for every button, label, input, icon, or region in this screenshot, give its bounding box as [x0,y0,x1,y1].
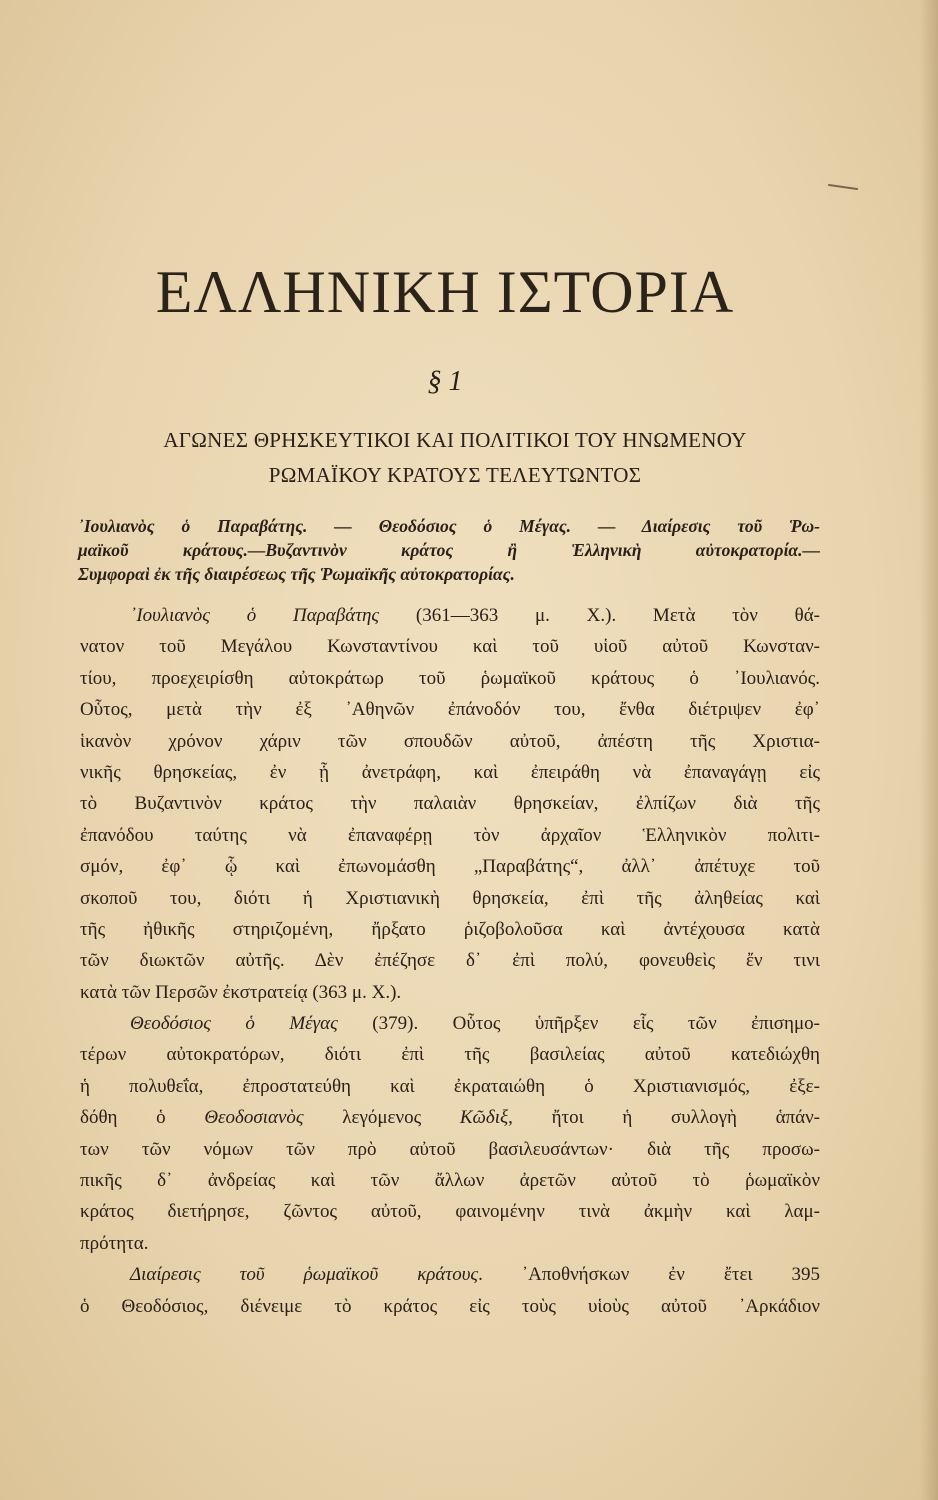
chapter-heading-line: ΡΩΜΑΪΚΟΥ ΚΡΑΤΟΥΣ ΤΕΛΕΥΤΩΝΤΟΣ [268,463,642,487]
paragraph-lead: Διαίρεσις τοῦ ῥωμαϊκοῦ κράτους [130,1264,479,1286]
paragraph-line: νατον τοῦ Μεγάλου Κωνσταντίνου καὶ τοῦ υἱοῦ αὐτοῦ Κωνσταν- [80,636,820,658]
summary-line: ᾿Ιουλιανὸς ὁ Παραβάτης. — Θεοδόσιος ὁ Μέγας. — Διαίρεσις τοῦ Ῥω- [78,516,820,536]
paragraph-lead: ᾿Ιουλιανὸς ὁ Παραβάτης [130,605,380,626]
paragraph-line: ἡ πολυθεΐα, ἐπροστατεύθη καὶ ἐκραταιώθη ὁ Χριστιανισμός, ἐξε- [80,1075,820,1097]
paragraph-line: τῶν διωκτῶν αὐτῆς. Δὲν ἐπέζησε δ᾿ ἐπὶ πολύ, φονευθεὶς ἔν τινι [80,950,820,972]
paragraph-line: Θεοδόσιος ὁ Μέγας (379). Οὗτος ὑπῆρξεν εἷς τῶν ἐπισημο- [130,1013,820,1035]
paragraph-line: Οὗτος, μετὰ τὴν ἐξ ᾿Αθηνῶν ἐπάνοδόν του, ἔνθα διέτριψεν ἐφ᾿ [80,699,820,721]
paragraph-lead: Θεοδόσιος ὁ Μέγας [130,1013,338,1035]
paragraph-line: σκοποῦ του, διότι ἡ Χριστιανικὴ θρησκεία, ἐπὶ τῆς ἀληθείας καὶ [80,887,820,909]
paragraph-line: ἱκανὸν χρόνον χάριν τῶν σπουδῶν αὐτοῦ, ἀπέστη τῆς Χριστια- [80,730,820,752]
paragraph-line: ἐπανόδου ταύτης νὰ ἐπαναφέρῃ τὸν ἀρχαῖον Ἑλληνικὸν πολιτι- [80,824,820,846]
summary-line: μαϊκοῦ κράτους.—Βυζαντινὸν κράτος ἢ Ἑλληνικὴ αὐτοκρατορία.— [78,540,820,560]
paragraph-line: τὸ Βυζαντινὸν κράτος τὴν παλαιὰν θρησκείαν, ἐλπίζων διὰ τῆς [80,793,820,815]
paragraph-line: νικῆς θρησκείας, ἐν ᾗ ἀνετράφη, καὶ ἐπειράθη νὰ ἐπαναγάγῃ εἰς [80,761,820,783]
paragraph-line: ὁ Θεοδόσιος, διένειμε τὸ κράτος εἰς τοὺς υἱοὺς αὐτοῦ ᾿Αρκάδιον [80,1295,820,1317]
paragraph-line: τῆς ἠθικῆς στηριζομένη, ἤρξατο ῥιζοβολοῦσα καὶ ἀντέχουσα κατὰ [80,918,820,940]
paragraph-line: τέρων αὐτοκρατόρων, διότι ἐπὶ τῆς βασιλείας αὐτοῦ κατεδιώχθη [80,1044,820,1066]
paragraph-line: δόθη ὁ Θεοδοσιανὸς λεγόμενος Κῶδιξ, ἤτοι ἡ συλλογὴ ἁπάν- [80,1107,820,1129]
section-number: § 1 [427,366,463,397]
paragraph-line: πικῆς δ᾿ ἀνδρείας καὶ τῶν ἄλλων ἀρετῶν αὐτοῦ τὸ ῥωμαϊκὸν [80,1170,820,1192]
paragraph-line: ᾿Ιουλιανὸς ὁ Παραβάτης (361—363 μ. Χ.). Μετὰ τὸν θά- [130,605,820,626]
chapter-heading [60,423,850,493]
paragraph-line: πρότητα. [80,1232,149,1254]
chapter-heading-line: ΑΓΩΝΕΣ ΘΡΗΣΚΕΥΤΙΚΟΙ ΚΑΙ ΠΟΛΙΤΙΚΟΙ ΤΟΥ ΗΝΩΜΕΝΟΥ [163,428,747,452]
page-edge-shadow [920,0,938,1500]
paragraph-line: Διαίρεσις τοῦ ῥωμαϊκοῦ κράτους. ᾿Αποθνήσκων ἐν ἔτει 395 [130,1264,820,1286]
paragraph-line: σμόν, ἐφ᾿ ᾧ καὶ ἐπωνομάσθη „Παραβάτης“, ἀλλ᾿ ἀπέτυχε τοῦ [80,856,820,878]
page-title: ΕΛΛΗΝΙΚΗ ΙΣΤΟΡΙΑ [155,259,735,325]
summary-line: Συμφοραὶ ἐκ τῆς διαιρέσεως τῆς Ῥωμαϊκῆς αὐτοκρατορίας. [78,564,515,584]
paragraph-line: των τῶν νόμων τῶν πρὸ αὐτοῦ βασιλευσάντων· διὰ τῆς προσω- [80,1138,820,1160]
paragraph-line: τίου, προεχειρίσθη αὐτοκράτωρ τοῦ ῥωμαϊκοῦ κράτους ὁ ᾿Ιουλιανός. [80,667,820,689]
ink-mark [828,184,858,190]
chapter-summary [78,514,820,586]
paragraph-line: κατὰ τῶν Περσῶν ἐκστρατείᾳ (363 μ. Χ.). [80,981,402,1003]
paragraph-line: κράτος διετήρησε, ζῶντος αὐτοῦ, φαινομένην τινὰ ἀκμὴν καὶ λαμ- [80,1201,820,1223]
body-text [80,600,820,1322]
